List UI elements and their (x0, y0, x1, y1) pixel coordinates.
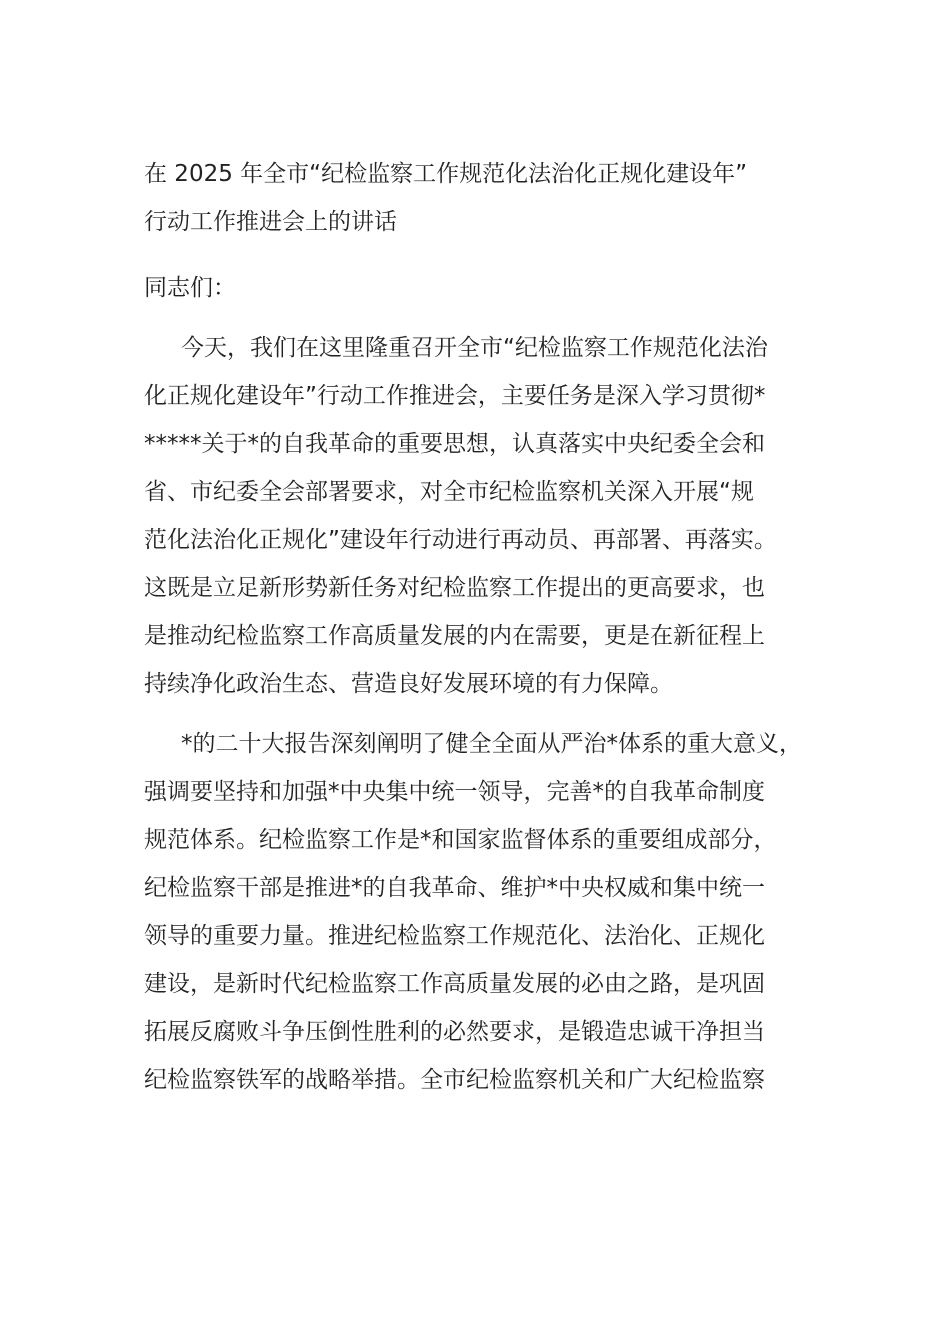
paragraph-line: 规范体系。纪检监察工作是*和国家监督体系的重要组成部分， (144, 827, 777, 853)
paragraph-line: 今天，我们在这里隆重召开全市“纪检监察工作规范化法治 (181, 335, 768, 361)
document-page (144, 150, 816, 1104)
paragraph-line: *****关于*的自我革命的重要思想，认真落实中央纪委全会和 (144, 431, 765, 457)
paragraph-line: 领导的重要力量。推进纪检监察工作规范化、法治化、正规化 (144, 923, 765, 949)
document-title-line-2: 行动工作推进会上的讲话 (144, 209, 397, 235)
paragraph-line: 这既是立足新形势新任务对纪检监察工作提出的更高要求，也 (144, 575, 765, 601)
paragraph-line: 纪检监察铁军的战略举措。全市纪检监察机关和广大纪检监察 (144, 1067, 765, 1093)
paragraph-line: 是推动纪检监察工作高质量发展的内在需要，更是在新征程上 (144, 623, 765, 649)
paragraph-1 (144, 324, 816, 708)
paragraph-line: 范化法治化正规化”建设年行动进行再动员、再部署、再落实。 (144, 527, 777, 553)
paragraph-line: 建设，是新时代纪检监察工作高质量发展的必由之路，是巩固 (144, 971, 765, 997)
paragraph-line: *的二十大报告深刻阐明了健全全面从严治*体系的重大意义， (181, 731, 802, 757)
paragraph-line: 持续净化政治生态、营造良好发展环境的有力保障。 (144, 671, 673, 697)
paragraph-line: 化正规化建设年”行动工作推进会，主要任务是深入学习贯彻* (144, 383, 766, 409)
document-title-line-1: 在 2025 年全市“纪检监察工作规范化法治化正规化建设年” (144, 161, 747, 187)
paragraph-2 (144, 720, 816, 1104)
paragraph-line: 省、市纪委全会部署要求，对全市纪检监察机关深入开展“规 (144, 479, 754, 505)
paragraph-line: 强调要坚持和加强*中央集中统一领导，完善*的自我革命制度 (144, 779, 765, 805)
paragraph-line: 纪检监察干部是推进*的自我革命、维护*中央权威和集中统一 (144, 875, 765, 901)
paragraph-line: 拓展反腐败斗争压倒性胜利的必然要求，是锻造忠诚干净担当 (144, 1019, 765, 1045)
greeting: 同志们： (144, 275, 236, 301)
